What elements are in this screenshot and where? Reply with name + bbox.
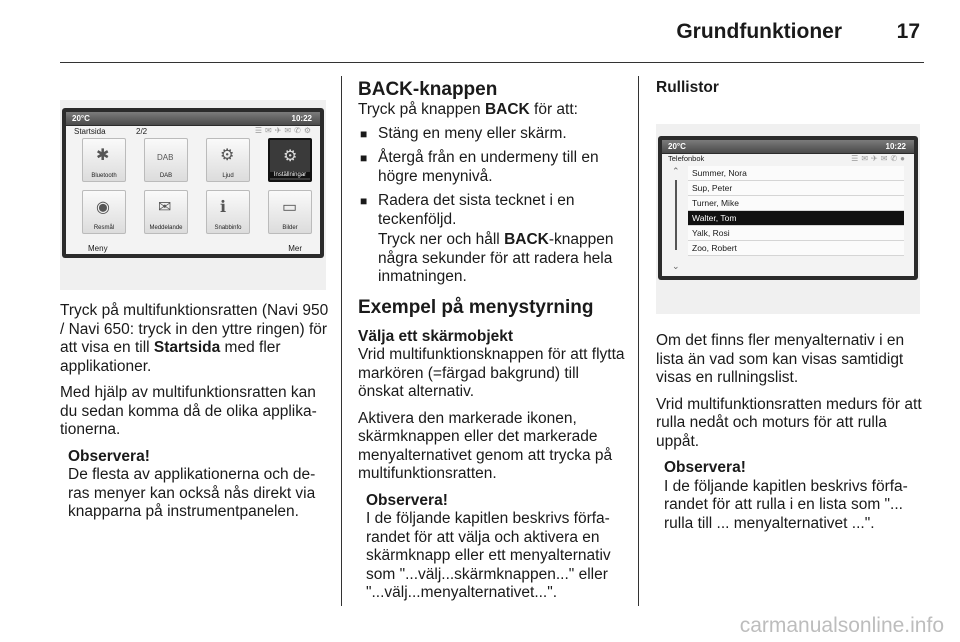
- scrollbar[interactable]: [675, 180, 677, 250]
- list-item[interactable]: Summer, Nora: [688, 166, 904, 181]
- app-tile-label: Bluetooth: [91, 173, 117, 179]
- subheading: Välja ett skärmobjekt: [358, 327, 514, 345]
- paragraph: Om det finns fler menyalternativ i en lista än vad som kan visas samtidigt visas en rullningslist.: [656, 332, 905, 386]
- temperature: 20°C: [72, 114, 90, 123]
- app-tile-label: Bilder: [282, 225, 298, 231]
- column-divider: [341, 76, 342, 606]
- note-title: Observera!: [68, 447, 150, 465]
- list-item[interactable]: Turner, Mike: [688, 196, 904, 211]
- info-icon: ℹ: [220, 199, 227, 216]
- column-3-text: [656, 332, 926, 533]
- section-heading: Exempel på menystyrning: [358, 296, 594, 318]
- menu-label[interactable]: Meny: [88, 244, 108, 253]
- app-tile-label: Ljud: [222, 173, 234, 179]
- home-screen: [62, 108, 324, 258]
- scroll-up-icon[interactable]: ⌃: [672, 166, 680, 176]
- page-title: Grundfunktioner: [676, 20, 842, 43]
- bullet-list: [358, 125, 628, 230]
- note: [60, 448, 330, 522]
- paragraph: Vrid multifunktionsratten medurs för att rulla nedåt och moturs för att rulla uppåt.: [656, 395, 922, 450]
- list-item[interactable]: Walter, Tom: [688, 211, 904, 226]
- phonebook-body: [662, 154, 914, 276]
- note-text: De flesta av applikationerna och de-ras menyer kan också nås direkt via knapparna på instrumentpanelen.: [68, 466, 316, 520]
- status-icons: ☰✉✈✉✆⚙: [254, 126, 314, 135]
- bluetooth-icon: ✱: [96, 147, 110, 164]
- status-bar: [662, 140, 914, 153]
- paragraph: Med hjälp av multifunktionsratten kan du sedan komma då de olika applika-tionerna.: [60, 384, 317, 438]
- app-tile-sound-settings[interactable]: [206, 138, 250, 182]
- column-divider: [638, 76, 639, 606]
- screen-title: Telefonbok: [668, 154, 705, 163]
- list-item: ■ Radera det sista tecknet i en teckenföljd.: [358, 192, 628, 229]
- watermark: carmanualsonline.info: [739, 614, 944, 637]
- app-tile-label: DAB: [159, 173, 173, 179]
- home-screen-figure: [60, 100, 326, 290]
- app-tile-dab-radio[interactable]: [144, 138, 188, 182]
- section-heading: BACK-knappen: [358, 79, 498, 100]
- app-tile-pictures[interactable]: [268, 190, 312, 234]
- app-tile-label: Snabbinfo: [214, 225, 242, 231]
- app-tile-info[interactable]: [206, 190, 250, 234]
- paragraph: Tryck på multifunktionsratten (Navi 950 / Navi 650: tryck in den yttre ringen) för att visa en till Startsida med fler applikationer.: [60, 302, 329, 375]
- list-item: ■ Återgå från en undermeny till en högre menynivå.: [358, 149, 628, 186]
- sound-settings-icon: ⚙: [220, 147, 235, 164]
- paragraph: Tryck på knappen BACK för att:: [358, 101, 578, 118]
- clock: 10:22: [885, 142, 906, 151]
- page-indicator: 2/2: [136, 127, 148, 136]
- page-header: [60, 0, 924, 63]
- page-number: 17: [896, 20, 920, 43]
- column-3: [656, 79, 926, 98]
- list-item[interactable]: Zoo, Robert: [688, 241, 904, 256]
- column-1: [60, 302, 330, 522]
- column-2: [358, 79, 628, 603]
- destination-icon: ◉: [96, 199, 110, 216]
- more-label[interactable]: Mer: [288, 244, 302, 253]
- phonebook-screen-figure: [656, 124, 920, 314]
- list-item[interactable]: Yalk, Rosi: [688, 226, 904, 241]
- temperature: 20°C: [668, 142, 686, 151]
- list-item: ■ Stäng en meny eller skärm.: [358, 125, 628, 144]
- settings-icon: ⚙: [283, 148, 298, 165]
- clock: 10:22: [291, 114, 312, 123]
- paragraph: Aktivera den markerade ikonen, skärmknappen eller det markerade menyalternativet genom att trycka på multifunktionsratten.: [358, 409, 613, 482]
- message-icon: ✉: [158, 199, 172, 216]
- screen-title: Startsida: [74, 127, 106, 136]
- note-text: I de följande kapitlen beskrivs förfa-randet för att välja och aktivera en skärmknapp eller ett menyalternativ som "...välj...skärmknappen..." eller "...välj...menyalternativet...".: [366, 510, 611, 601]
- app-tile-label: Inställningar: [270, 172, 310, 178]
- note-text: I de följande kapitlen beskrivs förfa-randet för att rulla i en lista som "... rulla till ... menyalternativet ...".: [664, 477, 908, 532]
- phonebook-screen: [658, 136, 918, 280]
- status-icons: ☰✉✈✉✆●: [851, 154, 908, 163]
- status-bar: [66, 112, 320, 125]
- app-tile-settings[interactable]: [268, 138, 312, 182]
- paragraph: Tryck ner och håll BACK-knappen några sekunder för att radera hela inmatningen.: [378, 231, 614, 285]
- app-tile-destination[interactable]: [82, 190, 126, 234]
- app-tile-label: Meddelande: [149, 225, 183, 231]
- note-title: Observera!: [366, 491, 448, 509]
- list-item[interactable]: Sup, Peter: [688, 181, 904, 196]
- note-title: Observera!: [664, 459, 746, 476]
- dab-radio-icon: DAB: [157, 153, 174, 162]
- scroll-down-icon[interactable]: ⌄: [672, 261, 680, 271]
- app-tile-bluetooth[interactable]: [82, 138, 126, 182]
- note: [656, 459, 926, 533]
- app-tile-label: Resmål: [93, 225, 115, 231]
- paragraph: Vrid multifunktionsknappen för att flytta markören (=färgad bakgrund) till önskat alternativ.: [358, 346, 625, 400]
- note: [358, 492, 628, 603]
- pictures-icon: ▭: [282, 199, 298, 216]
- home-screen-body: [66, 126, 320, 254]
- section-heading: Rullistor: [656, 79, 719, 96]
- app-tile-message[interactable]: [144, 190, 188, 234]
